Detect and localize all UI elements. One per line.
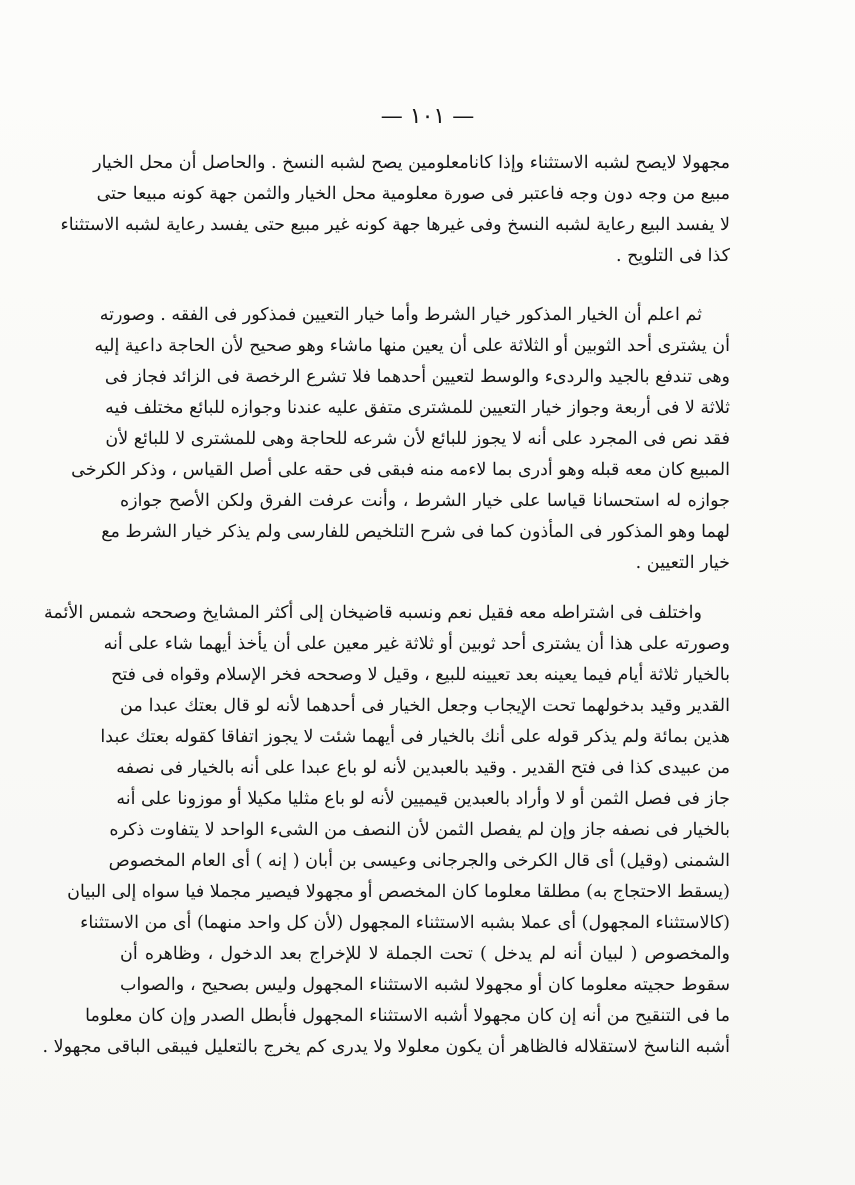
text-line: مبيع من وجه دون وجه فاعتبر فى صورة معلومية محل الخيار والثمن جهة كونه مبيعا حتى (96, 184, 730, 204)
text-line: (يسقط الاحتجاج به) مطلقا معلوما كان المخصص أو مجهولا فيصير مجملا فيا سواه إلى البيان (67, 882, 730, 902)
text-line: أشبه الناسخ لاستقلاله فالظاهر أن يكون معلولا ولا يدرى كم يخرج بالتعليل فيبقى الباقى مجهولا . (42, 1037, 730, 1057)
text-line: المبيع كان معه قبله وهو أدرى بما لاءمه منه فبقى فى حقه على أصل القياس ، وذكر الكرخى (71, 460, 730, 480)
text-line: وصورته على هذا أن يشترى أحد ثوبين أو ثلاثة غير معين على أن يأخذ أيهما شاء على أنه (103, 634, 730, 654)
text-line: الشمنى (وقيل) أى قال الكرخى والجرجانى وعيسى بن أبان ( إنه ) أى العام المخصوص (108, 851, 730, 871)
text-line: واختلف فى اشتراطه معه فقيل نعم ونسبه قاضيخان إلى أكثر المشايخ وصححه شمس الأئمة (44, 603, 702, 623)
paragraph-1 (60, 148, 730, 272)
text-line: سقوط حجيته معلوما كان أو مجهولا لشبه الاستثناء المجهول وليس بصحيح ، والصواب (120, 975, 730, 995)
text-line: ثم اعلم أن الخيار المذكور خيار الشرط وأما خيار التعيين فمذكور فى الفقه . وصورته (99, 305, 702, 325)
text-line: ثلاثة لا فى أربعة وجواز خيار التعيين للمشترى متفق عليه عندنا وجوازه للبائع مختلف فيه (105, 398, 730, 418)
text-line: أن يشترى أحد الثوبين أو الثلاثة على أن يعين منها ماشاء وهو صحيح لأن الحاجة داعية إليه (94, 336, 730, 356)
text-line: والمخصوص ( لبيان أنه لم يدخل ) تحت الجملة لا للإخراج بعد الدخول ، وظاهره أن (120, 944, 730, 964)
text-line: بالخيار فى نصفه جاز وإن لم يفصل الثمن لأن النصف من الشىء الواحد لا يتفاوت ذكره (109, 820, 730, 840)
text-line: (كالاستثناء المجهول) أى عملا بشبه الاستثناء المجهول (لأن كل واحد منهما) أى من الاستثناء (80, 913, 730, 933)
text-line: لهما وهو المذكور فى المأذون كما فى شرح التلخيص للفارسى ولم يذكر خيار الشرط مع (101, 522, 730, 542)
text-line: وهى تندفع بالجيد والردىء والوسط لتعيين أحدهما فلا تشرع الرخصة فى الزائد فجاز فى (104, 367, 730, 387)
text-line: جوازه له استحسانا قياسا على خيار الشرط ، وأنت عرفت الفرق ولكن الأصح جوازه (120, 491, 730, 511)
text-line: بالخيار ثلاثة أيام فيما يعينه بعد تعيينه للبيع ، وقيل لا وصححه فخر الإسلام وقواه فى فتح (111, 665, 730, 685)
text-line: هذين بمائة ولم يذكر قوله على أنك بالخيار فى أيهما شئت لا يجوز اتفاقا كقوله بعتك عبدا (100, 727, 730, 747)
text-line: مجهولا لايصح لشبه الاستثناء وإذا كانامعلومين يصح لشبه النسخ . والحاصل أن محل الخيار (93, 153, 730, 173)
text-line: القدير وقيد بدخولهما تحت الإيجاب وجعل الخيار فى أحدهما لأنه لو قال بعتك عبدا من (120, 696, 730, 716)
text-line: خيار التعيين . (635, 553, 730, 573)
text-line: كذا فى التلويح . (615, 246, 730, 266)
text-line: ما فى التنقيح من أنه إن كان مجهولا أشبه الاستثناء المجهول فأبطل الصدر وإن كان معلوما (85, 1006, 730, 1026)
text-line: لا يفسد البيع رعاية لشبه النسخ وفى غيرها جهة كونه غير مبيع حتى يفسد رعاية لشبه الاستثناء (60, 215, 730, 235)
text-line: فقد نص فى المجرد على أنه لا يجوز للبائع لأن شرعه للحاجة وهى للمشترى لا للبائع لأن (105, 429, 730, 449)
text-line: من عبيدى كذا فى فتح القدير . وقيد بالعبدين لأنه لو باع عبدا على أنه بالخيار فى نصفه (116, 758, 730, 778)
page-number: — ١٠١ — (380, 104, 475, 129)
paragraph-2 (71, 300, 730, 579)
paragraph-3 (42, 598, 730, 1063)
text-line: جاز فى فصل الثمن أو لا وأراد بالعبدين قيميين لأنه لو باع مثليا مكيلا أو موزونا على أنه (116, 789, 730, 809)
